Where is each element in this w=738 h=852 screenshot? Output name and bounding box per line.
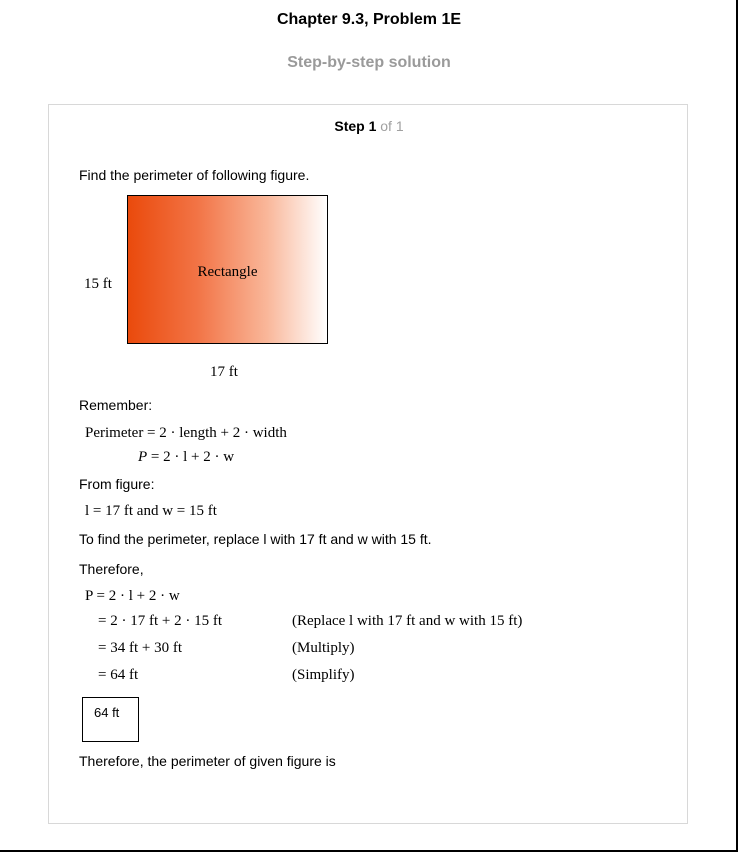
calc-note-2: (Replace l with 17 ft and w with 15 ft): [292, 613, 523, 629]
step-indicator: [0, 118, 738, 134]
conclusion-text: Therefore, the perimeter of given figure is: [79, 753, 336, 769]
from-figure-label: From figure:: [79, 476, 155, 492]
rectangle-label: Rectangle: [197, 264, 258, 280]
rectangle-figure: [127, 195, 328, 344]
figure-width-label: 17 ft: [210, 364, 238, 380]
calc-line-3: = 34 ft + 30 ft: [98, 640, 182, 656]
figure-height-label: 15 ft: [84, 276, 112, 292]
calc-line-1: P = 2 · l + 2 · w: [85, 588, 180, 604]
figure-values: l = 17 ft and w = 15 ft: [85, 503, 217, 519]
calc-line-2: = 2 · 17 ft + 2 · 15 ft: [98, 613, 222, 629]
remember-label: Remember:: [79, 397, 153, 413]
step-count: of 1: [380, 118, 404, 134]
calc-line-4: = 64 ft: [98, 667, 139, 683]
page-title: Chapter 9.3, Problem 1E: [276, 11, 462, 28]
therefore-label: Therefore,: [79, 561, 144, 577]
formula-lhs: P: [138, 449, 148, 465]
perimeter-formula: Perimeter = 2 · length + 2 · width: [85, 425, 287, 441]
calc-note-4: (Simplify): [292, 667, 355, 683]
page-subtitle: Step-by-step solution: [287, 54, 451, 71]
step-label: Step 1: [334, 118, 377, 134]
replace-instruction: To find the perimeter, replace l with 17 ft and w with 15 ft.: [79, 531, 432, 547]
formula-rhs: = 2 · l + 2 · w: [150, 449, 235, 465]
intro-text: Find the perimeter of following figure.: [79, 167, 310, 183]
calc-note-3: (Multiply): [292, 640, 355, 656]
answer-value: 64 ft: [94, 705, 120, 720]
perimeter-formula-short: [138, 449, 234, 466]
answer-box: [82, 697, 139, 742]
